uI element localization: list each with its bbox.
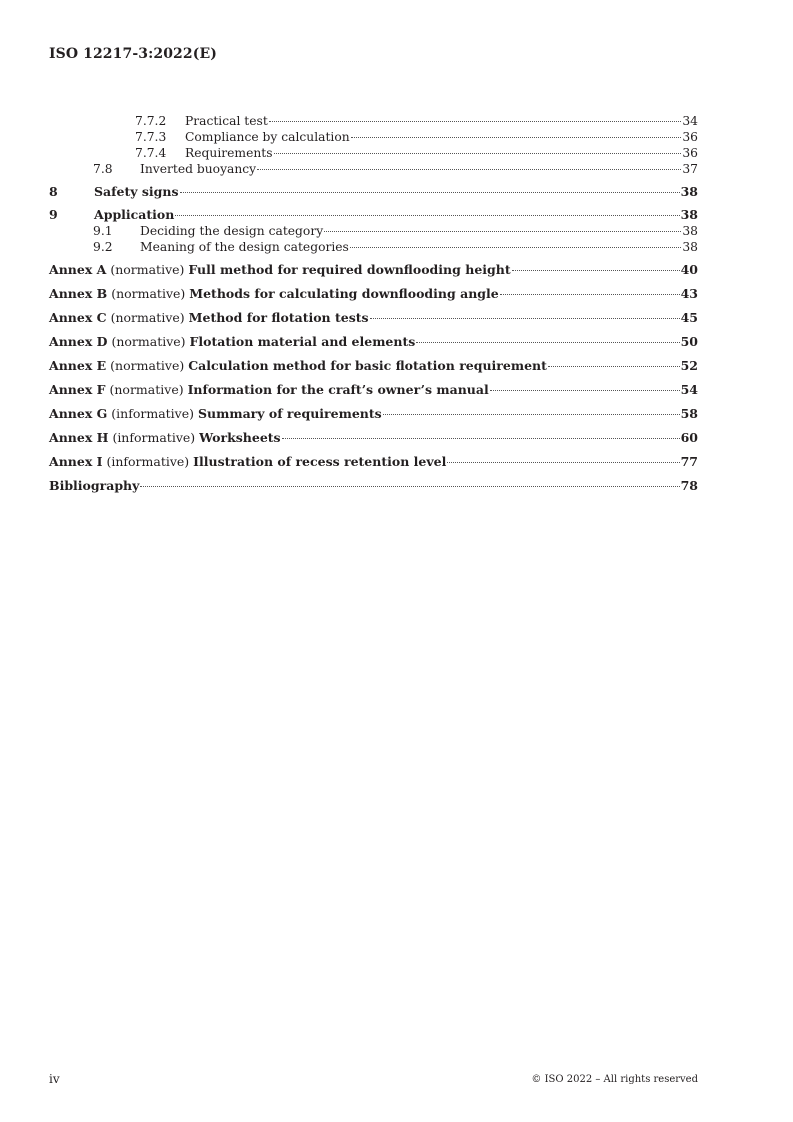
annex-title: Method for flotation tests [188,310,369,325]
annex-page: 43 [680,286,698,301]
dot-leader [282,438,680,439]
toc-entry-number: 9.1 [93,224,113,238]
toc-entry-9-2[interactable] [49,239,698,255]
dot-leader [490,390,680,391]
toc-entry-page: 38 [680,207,698,222]
toc-annex-f[interactable] [49,381,698,398]
dot-leader [269,121,682,122]
annex-type: (informative) [111,406,195,421]
toc-annex-a[interactable] [49,261,698,278]
toc-entry-title: Practical test [185,114,268,128]
toc-entry-page: 37 [682,162,698,176]
toc-entry-page: 36 [682,130,698,144]
annex-title: Flotation material and elements [189,334,416,349]
toc-entry-number: 7.7.4 [135,146,167,160]
toc-entry-title: Safety signs [94,184,179,199]
dot-leader [416,342,679,343]
toc-entry-title: Requirements [185,146,273,160]
annex-title: Methods for calculating downflooding angle [189,286,499,301]
toc-annex-b[interactable] [49,285,698,302]
annex-title: Worksheets [199,430,281,445]
dot-leader [351,137,682,138]
annex-type: (informative) [112,430,196,445]
dot-leader [180,192,680,193]
dot-leader [383,414,680,415]
annex-type: (normative) [109,382,184,397]
document-header: ISO 12217-3:2022(E) [49,46,217,62]
toc-entry-number: 8 [49,184,58,199]
annex-label: Annex C [49,310,107,325]
toc-entry-7-7-2[interactable] [49,113,698,129]
dot-leader [324,231,681,232]
annex-title: Summary of requirements [198,406,382,421]
toc-annex-i[interactable] [49,453,698,470]
dot-leader [350,247,681,248]
toc-entry-number: 7.8 [93,162,113,176]
toc-entry-7-7-3[interactable] [49,129,698,145]
annex-label: Annex G [49,406,108,421]
toc-entry-7-8[interactable] [49,161,698,177]
annex-page: 54 [680,382,698,397]
annex-label: Annex H [49,430,109,445]
toc-annex-h[interactable] [49,429,698,446]
toc-bibliography[interactable] [49,477,698,494]
annex-type: (normative) [111,334,186,349]
bibliography-page: 78 [680,478,698,493]
dot-leader [274,153,682,154]
page-number: iv [49,1072,60,1086]
toc-entry-title: Inverted buoyancy [140,162,257,176]
toc-entry-9[interactable] [49,206,698,223]
annex-title: Information for the craft’s owner’s manual [187,382,489,397]
toc-entry-number: 7.7.2 [135,114,167,128]
annex-type: (normative) [110,262,185,277]
dot-leader [175,215,679,216]
toc-entry-number: 7.7.3 [135,130,167,144]
toc-annex-d[interactable] [49,333,698,350]
annex-title: Illustration of recess retention level [193,454,447,469]
toc-entry-page: 38 [682,240,698,254]
toc-annex-c[interactable] [49,309,698,326]
toc-entry-title: Compliance by calculation [185,130,350,144]
dot-leader [548,366,680,367]
annex-page: 58 [680,406,698,421]
toc-entry-page: 38 [680,184,698,199]
toc-entry-number: 9.2 [93,240,113,254]
toc-entry-7-7-4[interactable] [49,145,698,161]
annex-label: Annex I [49,454,103,469]
annex-page: 45 [680,310,698,325]
annex-page: 52 [680,358,698,373]
annex-label: Annex A [49,262,107,277]
annex-page: 77 [680,454,698,469]
toc-annex-e[interactable] [49,357,698,374]
annex-label: Annex B [49,286,108,301]
toc-entry-page: 36 [682,146,698,160]
annex-title: Full method for required downflooding height [188,262,511,277]
toc-entry-number: 9 [49,207,58,222]
annex-page: 40 [680,262,698,277]
annex-type: (informative) [106,454,190,469]
toc-entry-8[interactable] [49,183,698,200]
dot-leader [370,318,680,319]
annex-label: Annex D [49,334,108,349]
dot-leader [512,270,680,271]
copyright-notice: © ISO 2022 – All rights reserved [531,1074,698,1085]
dot-leader [500,294,680,295]
toc-entry-9-1[interactable] [49,223,698,239]
dot-leader [257,169,681,170]
toc-entry-title: Deciding the design category [140,224,324,238]
dot-leader [140,486,679,487]
toc-entry-title: Application [94,207,175,222]
toc-entry-page: 34 [682,114,698,128]
annex-page: 50 [680,334,698,349]
toc-annex-g[interactable] [49,405,698,422]
annex-label: Annex E [49,358,107,373]
table-of-contents [49,113,698,494]
annex-label: Annex F [49,382,106,397]
annex-type: (normative) [110,358,185,373]
annex-type: (normative) [111,286,186,301]
toc-entry-title: Meaning of the design categories [140,240,349,254]
bibliography-title: Bibliography [49,478,140,493]
annex-type: (normative) [110,310,185,325]
toc-entry-page: 38 [682,224,698,238]
annex-page: 60 [680,430,698,445]
annex-title: Calculation method for basic flotation requirement [188,358,547,373]
dot-leader [447,462,679,463]
